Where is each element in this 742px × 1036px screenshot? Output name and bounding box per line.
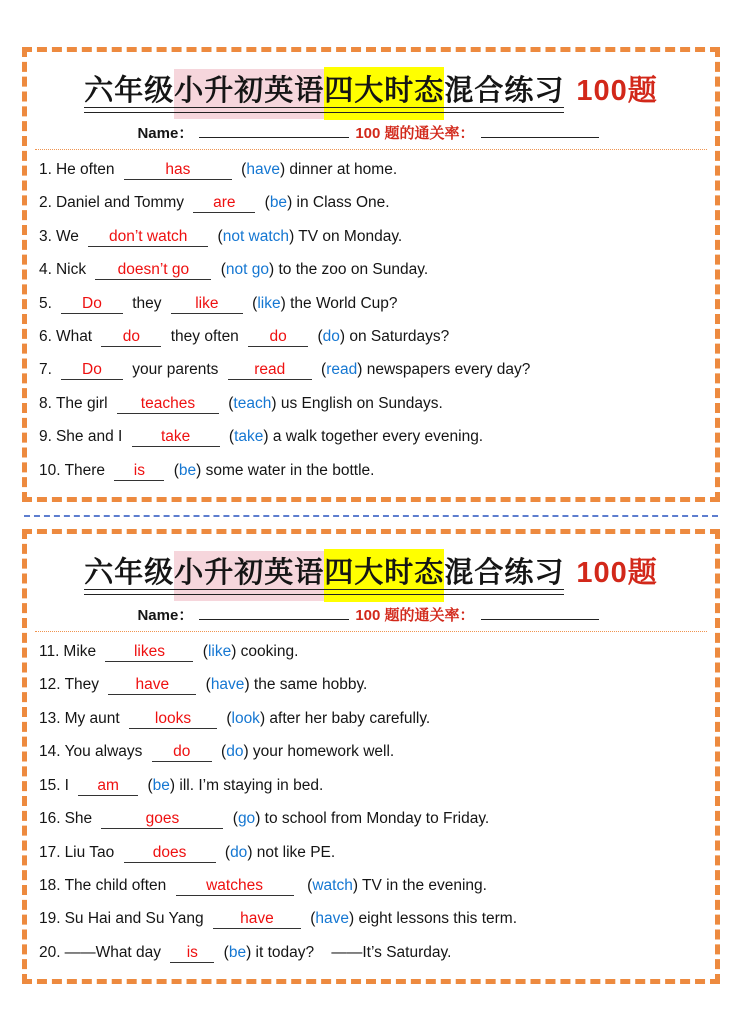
rate-label: 100 题的通关率：: [355, 607, 475, 625]
title-text-black-2: 混合练习: [444, 75, 565, 107]
hint-word: watch: [312, 876, 353, 894]
question-text: The child often: [64, 876, 171, 894]
name-label: Name：: [137, 125, 194, 142]
question-text: to school from Monday to Friday.: [260, 810, 490, 828]
hint-close-paren: ): [231, 643, 237, 661]
question-text: TV on Monday.: [294, 227, 403, 245]
question-row: [39, 635, 703, 668]
question-row: [39, 802, 703, 835]
question-row: [39, 253, 703, 286]
question-row: [39, 387, 703, 420]
question-number: 15.: [39, 776, 61, 794]
hint-close-paren: ): [169, 776, 176, 794]
title-highlight-pink: 小升初英语: [174, 69, 324, 119]
question-text: What: [55, 328, 97, 346]
hint-word: have: [315, 910, 350, 928]
hint-open-paren: (: [224, 843, 231, 861]
hint-word: do: [230, 843, 248, 861]
question-row: [39, 420, 703, 453]
question-text: eight lessons this term.: [354, 910, 518, 928]
hint-open-paren: (: [241, 161, 247, 178]
question-number: 1.: [39, 161, 52, 178]
question-row: [39, 936, 703, 969]
question-number: 17.: [39, 843, 61, 861]
hint-open-paren: (: [321, 361, 327, 379]
answer-blank: have: [213, 909, 301, 929]
question-text: cooking.: [236, 643, 299, 661]
name-row: [39, 604, 703, 625]
question-list: [39, 635, 703, 969]
question-row: [39, 320, 703, 353]
hint-open-paren: (: [252, 294, 258, 312]
question-text: ——What day: [64, 943, 166, 961]
question-text: after her baby carefully.: [265, 709, 431, 727]
hint-word: be: [152, 776, 170, 794]
hint-close-paren: ): [259, 709, 266, 727]
question-list: [39, 153, 703, 487]
title-highlight-pink: 小升初英语: [174, 551, 324, 601]
question-text: Daniel and Tommy: [55, 194, 189, 212]
cards-divider: [24, 515, 718, 517]
question-row: [39, 769, 703, 802]
question-number: 19.: [39, 910, 61, 928]
question-text: not like PE.: [252, 843, 336, 861]
hint-word: take: [234, 428, 264, 446]
answer-blank: has: [124, 160, 232, 180]
title-highlight-yellow: 四大时态: [324, 549, 444, 602]
hint-open-paren: (: [223, 943, 229, 961]
hint-open-paren: (: [228, 428, 235, 446]
hint-open-paren: (: [221, 743, 227, 761]
question-text: dinner at home.: [285, 161, 398, 178]
answer-blank: likes: [105, 642, 193, 662]
hint-close-paren: ): [352, 876, 359, 894]
question-text: He often: [55, 161, 119, 178]
title-count: 100题: [576, 557, 658, 590]
question-number: 11.: [39, 643, 60, 661]
question-text: She and I: [55, 428, 127, 446]
title-text-black-1: 六年级: [84, 557, 175, 590]
hint-open-paren: (: [205, 676, 211, 694]
rate-blank-line: [481, 123, 599, 138]
question-number: 13.: [39, 709, 61, 727]
question-number: 5.: [39, 294, 52, 312]
question-text: your homework well.: [248, 743, 395, 761]
question-text: Su Hai and Su Yang: [64, 910, 208, 928]
practice-card-2: [22, 529, 720, 984]
rate-label: 100 题的通关率：: [355, 125, 475, 142]
card-title: [39, 68, 703, 115]
question-text: You always: [64, 743, 147, 761]
hint-close-paren: ): [263, 428, 269, 446]
question-row: [39, 220, 703, 253]
hint-close-paren: ): [289, 227, 295, 245]
question-text: Liu Tao: [64, 843, 119, 861]
worksheet-page: [0, 47, 742, 1036]
question-text: She: [64, 810, 97, 828]
hint-open-paren: (: [228, 394, 234, 412]
hint-close-paren: ): [268, 261, 275, 279]
hint-word: look: [231, 709, 260, 727]
answer-blank: teaches: [117, 394, 219, 414]
name-label: Name：: [137, 607, 194, 625]
question-row: [39, 902, 703, 935]
question-text: they often: [166, 328, 244, 346]
hint-close-paren: ): [247, 843, 253, 861]
question-number: 4.: [39, 261, 52, 279]
question-row: [39, 186, 703, 219]
question-row: [39, 153, 703, 186]
hint-word: like: [257, 294, 281, 312]
question-number: 9.: [39, 428, 52, 446]
question-text: Nick: [55, 261, 91, 279]
answer-blank: looks: [129, 709, 217, 729]
answer-blank: do: [248, 327, 308, 347]
question-row: [39, 869, 703, 902]
question-number: 16.: [39, 810, 61, 828]
hint-close-paren: ): [339, 328, 346, 346]
question-row: [39, 353, 703, 386]
name-blank-line: [199, 605, 349, 620]
hint-close-paren: ): [279, 161, 286, 178]
question-number: 7.: [39, 361, 52, 379]
question-row: [39, 454, 703, 487]
question-number: 18.: [39, 876, 61, 894]
answer-blank: Do: [61, 360, 123, 380]
answer-blank: are: [193, 193, 255, 213]
question-number: 6.: [39, 328, 52, 346]
answer-blank: Do: [61, 294, 123, 314]
question-row: [39, 702, 703, 735]
question-number: 3.: [39, 227, 52, 245]
answer-blank: am: [78, 776, 138, 796]
hint-open-paren: (: [232, 810, 238, 828]
header-rule: [35, 631, 707, 632]
question-row: [39, 287, 703, 320]
hint-open-paren: (: [264, 194, 270, 212]
hint-word: have: [246, 161, 280, 178]
question-text: a walk together every evening.: [268, 428, 484, 446]
question-text: it today? ——It’s Saturday.: [251, 943, 452, 961]
rate-blank-line: [481, 605, 599, 620]
practice-card-1: [22, 47, 720, 502]
hint-close-paren: ): [246, 943, 252, 961]
question-text: [299, 877, 308, 894]
hint-open-paren: (: [317, 328, 323, 346]
answer-blank: doesn’t go: [95, 260, 211, 280]
answer-blank: watches: [176, 876, 294, 896]
hint-word: have: [210, 676, 245, 694]
hint-open-paren: (: [226, 709, 232, 727]
answer-blank: is: [114, 461, 164, 481]
hint-close-paren: ): [271, 394, 277, 412]
hint-word: not watch: [222, 227, 290, 245]
question-text: newspapers every day?: [362, 361, 531, 379]
question-row: [39, 735, 703, 768]
answer-blank: does: [124, 843, 216, 863]
question-text: They: [64, 676, 104, 694]
hint-open-paren: (: [173, 461, 179, 479]
hint-close-paren: ): [255, 810, 261, 828]
question-number: 20.: [39, 943, 61, 961]
hint-close-paren: ): [243, 743, 249, 761]
answer-blank: have: [108, 675, 196, 695]
question-number: 2.: [39, 194, 52, 212]
hint-close-paren: ): [349, 910, 355, 928]
answer-blank: don’t watch: [88, 227, 208, 247]
hint-close-paren: ): [357, 361, 363, 379]
question-text: There: [64, 461, 110, 479]
hint-open-paren: (: [307, 876, 313, 894]
question-text: The girl: [55, 394, 112, 412]
header-rule: [35, 149, 707, 150]
card-title: [39, 550, 703, 597]
question-text: TV in the evening.: [358, 876, 487, 894]
hint-close-paren: ): [280, 294, 286, 312]
hint-close-paren: ): [287, 194, 293, 212]
question-row: [39, 836, 703, 869]
hint-word: do: [226, 743, 244, 761]
name-blank-line: [199, 123, 349, 138]
question-row: [39, 668, 703, 701]
answer-blank: goes: [101, 809, 223, 829]
question-number: 10.: [39, 461, 61, 479]
question-text: the same hobby.: [249, 676, 368, 694]
question-text: in Class One.: [292, 194, 390, 212]
question-number: 12.: [39, 676, 61, 694]
hint-close-paren: ): [244, 676, 250, 694]
question-text: Mike: [63, 643, 101, 661]
hint-word: do: [322, 328, 340, 346]
hint-word: be: [228, 943, 247, 961]
hint-open-paren: (: [202, 643, 208, 661]
answer-blank: do: [152, 742, 212, 762]
hint-open-paren: (: [310, 910, 316, 928]
question-text: I: [64, 776, 74, 794]
hint-word: like: [207, 643, 232, 661]
hint-word: not go: [225, 261, 269, 279]
answer-blank: read: [228, 360, 312, 380]
hint-open-paren: (: [220, 261, 226, 279]
question-text: ill. I’m staying in bed.: [175, 776, 324, 794]
question-text: they: [127, 294, 166, 312]
hint-close-paren: ): [196, 461, 202, 479]
title-main: [84, 550, 564, 597]
hint-open-paren: (: [217, 227, 223, 245]
hint-open-paren: (: [147, 776, 153, 794]
hint-word: go: [237, 810, 256, 828]
title-main: [84, 68, 564, 115]
question-text: to the zoo on Sunday.: [274, 261, 429, 279]
hint-word: teach: [233, 394, 272, 412]
answer-blank: like: [171, 294, 243, 314]
question-text: on Saturdays?: [345, 328, 450, 346]
question-text: us English on Sundays.: [276, 394, 443, 412]
question-text: some water in the bottle.: [201, 461, 375, 479]
question-text: the World Cup?: [285, 294, 398, 312]
hint-word: read: [326, 361, 358, 379]
answer-blank: do: [101, 327, 161, 347]
answer-blank: take: [132, 427, 220, 447]
question-text: your parents: [127, 361, 223, 379]
question-number: 14.: [39, 743, 61, 761]
title-highlight-yellow: 四大时态: [324, 67, 444, 120]
answer-blank: is: [170, 943, 214, 963]
title-count: 100题: [576, 75, 658, 107]
hint-word: be: [269, 194, 288, 212]
title-text-black-1: 六年级: [84, 75, 175, 107]
question-number: 8.: [39, 394, 52, 412]
title-text-black-2: 混合练习: [444, 557, 565, 590]
question-text: My aunt: [64, 709, 125, 727]
name-row: [39, 122, 703, 143]
question-text: We: [55, 227, 84, 245]
hint-word: be: [178, 461, 197, 479]
